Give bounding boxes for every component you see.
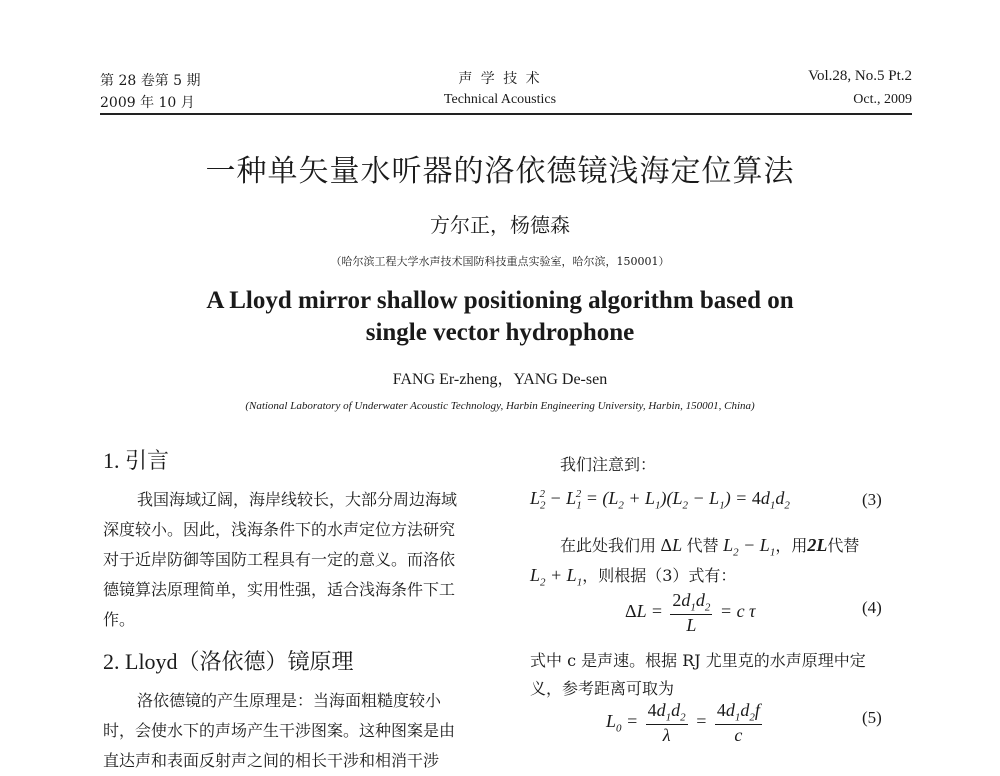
- body-line: 作。: [103, 610, 136, 629]
- text-frag: 代替: [686, 536, 719, 555]
- text-substitution-line1: 在此处我们用 ΔL 代替 $L_2 - L_1$，用2L代替: [560, 535, 860, 559]
- authors-en: FANG Er-zheng，YANG De-sen: [392, 371, 608, 388]
- body-line: 洛依德镜的产生原理是：当海面粗糙度较小: [137, 691, 442, 710]
- equation-5-number: (5): [862, 708, 882, 727]
- equation-4-number: (4): [862, 598, 882, 617]
- authors-cn: 方尔正，杨德森: [430, 213, 570, 237]
- equation-4: ΔL = $\frac{2d_1d_2}{L}$ = c τ: [625, 590, 756, 635]
- journal-name-cn: 声 学 技 术: [458, 71, 542, 87]
- journal-date-cn: 2009 年 10 月: [100, 95, 195, 111]
- text-frag: 代替: [827, 536, 860, 555]
- text-sound-speed-line2: 义，参考距离可取为: [530, 679, 675, 698]
- journal-name-en: Technical Acoustics: [443, 92, 557, 107]
- equation-3-number: (3): [862, 490, 882, 509]
- paper-title-en-line2: single vector hydrophone: [365, 319, 635, 346]
- body-line: 我国海域辽阔，海岸线较长，大部分周边海域: [137, 490, 458, 509]
- text-substitution-line2: $L_2 + L_1$，则根据（3）式有：: [530, 565, 737, 589]
- body-line: 直达声和表面反射声之间的相长干涉和相消干涉: [103, 751, 440, 770]
- affiliation-en: (National Laboratory of Underwater Acoustic Technology, Harbin Engineering University, Harbin, 150001, China): [245, 400, 755, 412]
- body-line: 德镜算法原理简单，实用性强，适合浅海条件下工: [103, 580, 456, 599]
- section-2-body: [103, 686, 488, 776]
- equation-5: $L_0$ = $\frac{4d_1d_2}{\lambda}$ = $\frac{4d_1d_2f}{c}$: [606, 700, 760, 745]
- equation-3: $L_2^2 - L_1^2 = (L_2 + L_1)(L_2 - L_1) = 4d_1d_2$: [530, 488, 790, 512]
- section-1-heading: 1. 引言: [103, 448, 170, 473]
- journal-volume: 第 28 卷第 5 期: [100, 73, 201, 89]
- text-frag: 在此处我们用: [560, 536, 657, 555]
- text-frag-bold: 2L: [807, 535, 828, 555]
- journal-volume-en: Vol.28, No.5 Pt.2: [808, 68, 912, 84]
- text-frag: ，则根据（3）式有：: [582, 566, 737, 585]
- section-1-body: [103, 485, 488, 635]
- body-line: 对于近岸防御等国防工程具有一定的意义。而洛依: [103, 550, 456, 569]
- body-line: 时，会使水下的声场产生干涉图案。这种图案是由: [103, 721, 456, 740]
- body-line: 深度较小。因此，浅海条件下的水声定位方法研究: [103, 520, 456, 539]
- text-frag: ，用: [775, 536, 808, 555]
- affiliation-cn: （哈尔滨工程大学水声技术国防科技重点实验室，哈尔滨，150001）: [330, 255, 670, 268]
- paper-title-cn: 一种单矢量水听器的洛依德镜浅海定位算法: [205, 154, 795, 189]
- header-rule: [100, 113, 912, 115]
- paper-title-en-line1: A Lloyd mirror shallow positioning algorithm based on: [206, 287, 794, 314]
- text-sound-speed-line1: 式中 c 是声速。根据 RJ 尤里克的水声原理中定: [530, 651, 866, 670]
- section-2-heading: 2. Lloyd（洛依德）镜原理: [103, 649, 354, 674]
- note-text: 我们注意到：: [560, 455, 657, 474]
- journal-date-en: Oct., 2009: [853, 92, 912, 107]
